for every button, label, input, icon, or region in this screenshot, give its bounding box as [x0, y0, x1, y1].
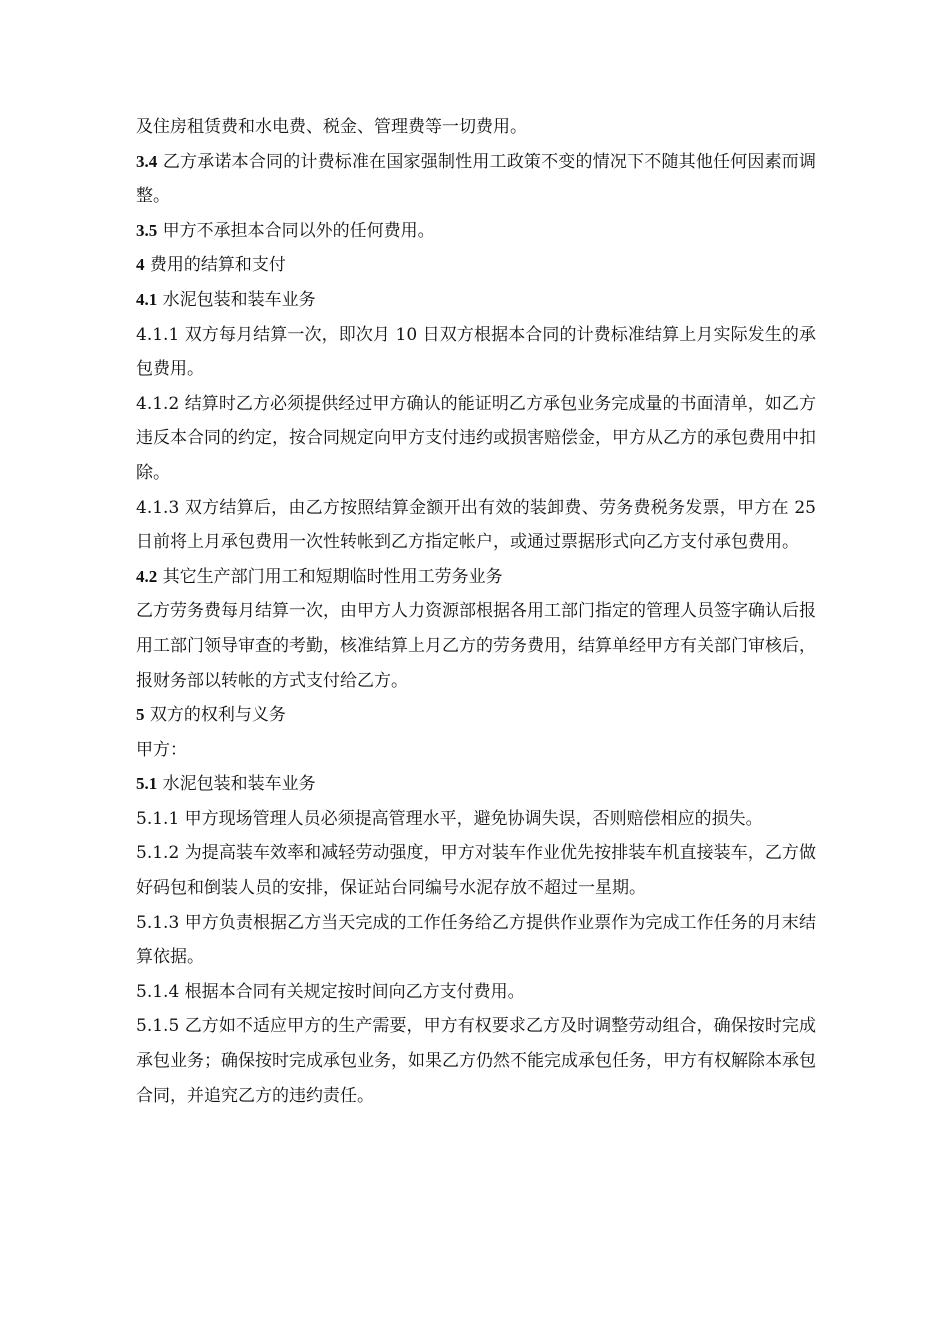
paragraph — [136, 733, 816, 768]
paragraph-text: 甲方不承担本合同以外的任何费用。 — [157, 220, 435, 241]
paragraph — [136, 836, 816, 905]
section-number: 5 — [136, 705, 145, 725]
paragraph — [136, 975, 816, 1010]
subsection-heading — [136, 767, 816, 802]
paragraph-text: 4.1.2 结算时乙方必须提供经过甲方确认的能证明乙方承包业务完成量的书面清单，如乙方违反本合同的约定，按合同规定向甲方支付违约或损害赔偿金，甲方从乙方的承包费用中扣除。 — [136, 393, 816, 483]
paragraph-text: 乙方劳务费每月结算一次，由甲方人力资源部根据各用工部门指定的管理人员签字确认后报用工部门领导审查的考勤，核准结算上月乙方的劳务费用，结算单经甲方有关部门审核后，报财务部以转帐的方式支付给乙方。 — [136, 601, 816, 691]
section-number: 3.5 — [136, 220, 158, 240]
paragraph-text: 5.1.5 乙方如不适应甲方的生产需要，甲方有权要求乙方及时调整劳动组合，确保按时完成承包业务；确保按时完成承包业务，如果乙方仍然不能完成承包任务，甲方有权解除本承包合同，并追究乙方的违约责任。 — [136, 1016, 816, 1106]
subsection-heading — [136, 283, 816, 318]
paragraph-text: 甲方： — [136, 739, 187, 760]
paragraph-text: 5.1.4 根据本合同有关规定按时间向乙方支付费用。 — [136, 981, 525, 1002]
paragraph-text: 其它生产部门用工和短期临时性用工劳务业务 — [157, 566, 503, 587]
section-number: 5.1 — [136, 774, 158, 794]
paragraph-text: 5.1.3 甲方负责根据乙方当天完成的工作任务给乙方提供作业票作为完成工作任务的月末结算依据。 — [136, 912, 816, 968]
section-number: 3.4 — [136, 151, 158, 171]
paragraph-text: 水泥包装和装车业务 — [157, 289, 316, 310]
paragraph-text: 乙方承诺本合同的计费标准在国家强制性用工政策不变的情况下不随其他任何因素而调整。 — [136, 151, 816, 207]
document-body — [136, 110, 816, 1113]
paragraph — [136, 387, 816, 491]
paragraph-text: 4.1.3 双方结算后，由乙方按照结算金额开出有效的装卸费、劳务费税务发票，甲方在 25 日前将上月承包费用一次性转帐到乙方指定帐户，或通过票据形式向乙方支付承包费用。 — [136, 497, 816, 553]
subsection-heading — [136, 560, 816, 595]
paragraph — [136, 802, 816, 837]
paragraph — [136, 906, 816, 975]
paragraph-text: 双方的权利与义务 — [144, 705, 286, 726]
paragraph — [136, 491, 816, 560]
section-number: 4.1 — [136, 289, 158, 309]
paragraph — [136, 145, 816, 214]
paragraph-text: 4.1.1 双方每月结算一次，即次月 10 日双方根据本合同的计费标准结算上月实际发生的承包费用。 — [136, 324, 816, 380]
paragraph-text: 5.1.2 为提高装车效率和减轻劳动强度，甲方对装车作业优先按排装车机直接装车，乙方做好码包和倒装人员的安排，保证站台同编号水泥存放不超过一星期。 — [136, 843, 816, 899]
paragraph — [136, 110, 816, 145]
paragraph-text: 及住房租赁费和水电费、税金、管理费等一切费用。 — [136, 117, 527, 137]
paragraph-text: 费用的结算和支付 — [144, 255, 286, 276]
paragraph — [136, 214, 816, 249]
paragraph-text: 水泥包装和装车业务 — [157, 774, 316, 795]
section-number: 4.2 — [136, 566, 158, 586]
paragraph — [136, 318, 816, 387]
section-heading — [136, 698, 816, 733]
paragraph — [136, 1009, 816, 1113]
section-number: 4 — [136, 255, 145, 275]
section-heading — [136, 248, 816, 283]
paragraph-text: 5.1.1 甲方现场管理人员必须提高管理水平，避免协调失误，否则赔偿相应的损失。 — [136, 808, 763, 829]
paragraph — [136, 594, 816, 698]
